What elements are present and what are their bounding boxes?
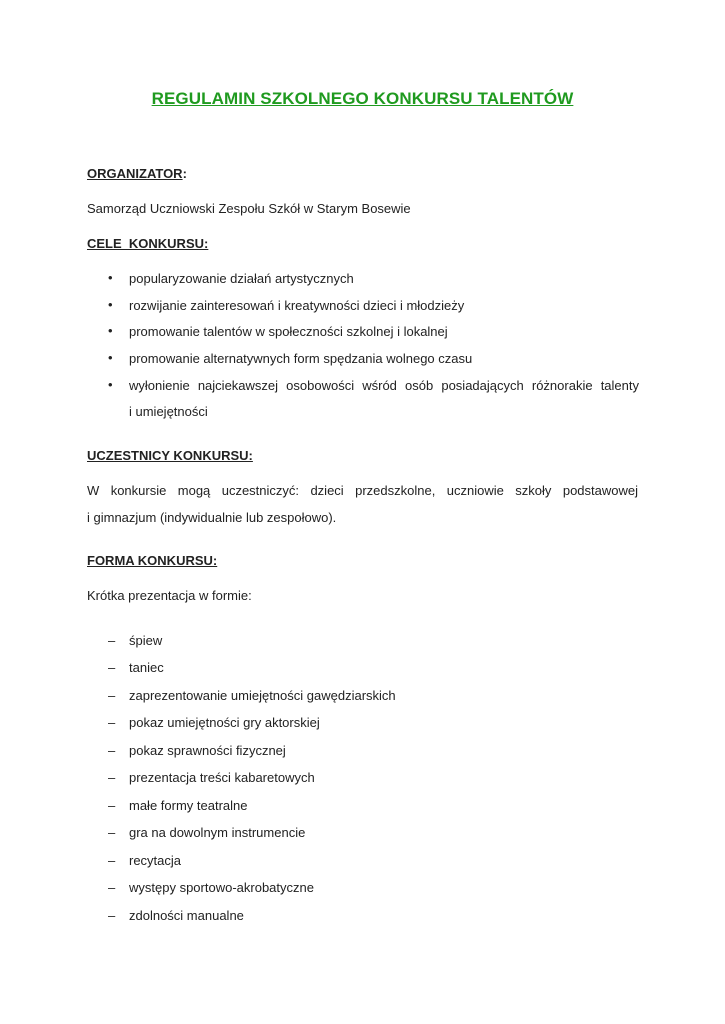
dash-icon: –	[108, 743, 116, 758]
organizator-heading-colon: :	[182, 166, 187, 181]
forma-heading: FORMA KONKURSU:	[87, 553, 218, 568]
cele-item-text: rozwijanie zainteresowań i kreatywności dzieci i młodzieży	[129, 298, 465, 313]
forma-item-text: występy sportowo-akrobatyczne	[129, 880, 314, 895]
forma-item-text: taniec	[129, 660, 164, 675]
dash-icon: –	[108, 715, 116, 730]
dash-icon: –	[108, 853, 116, 868]
cele-item-continuation: i umiejętności	[129, 404, 208, 419]
dash-icon: –	[108, 908, 116, 923]
organizator-text: Samorząd Uczniowski Zespołu Szkół w Starym Bosewie	[87, 201, 411, 216]
forma-item-text: pokaz umiejętności gry aktorskiej	[129, 715, 320, 730]
organizator-heading: ORGANIZATOR	[87, 166, 183, 181]
dash-icon: –	[108, 688, 116, 703]
forma-item-text: prezentacja treści kabaretowych	[129, 770, 315, 785]
forma-item-text: małe formy teatralne	[129, 798, 248, 813]
uczestnicy-text-line1: W konkursie mogą uczestniczyć: dzieci przedszkolne, uczniowie szkoły podstawowej	[87, 483, 638, 498]
dash-icon: –	[108, 825, 116, 840]
dash-icon: –	[108, 633, 116, 648]
forma-item-text: zdolności manualne	[129, 908, 244, 923]
bullet-icon: •	[108, 323, 113, 338]
cele-heading: CELE KONKURSU:	[87, 236, 209, 251]
forma-item-text: pokaz sprawności fizycznej	[129, 743, 286, 758]
cele-item-text: popularyzowanie działań artystycznych	[129, 271, 354, 286]
dash-icon: –	[108, 770, 116, 785]
uczestnicy-text-line2: i gimnazjum (indywidualnie lub zespołowo).	[87, 510, 337, 525]
bullet-icon: •	[108, 297, 113, 312]
bullet-icon: •	[108, 377, 113, 392]
document-title: REGULAMIN SZKOLNEGO KONKURSU TALENTÓW	[151, 89, 574, 108]
forma-item-text: śpiew	[129, 633, 163, 648]
bullet-icon: •	[108, 270, 113, 285]
forma-item-text: gra na dowolnym instrumencie	[129, 825, 306, 840]
forma-item-text: recytacja	[129, 853, 182, 868]
dash-icon: –	[108, 798, 116, 813]
forma-intro: Krótka prezentacja w formie:	[87, 588, 252, 603]
dash-icon: –	[108, 660, 116, 675]
cele-item-text: wyłonienie najciekawszej osobowości wśród osób posiadających różnorakie talenty	[129, 378, 639, 393]
uczestnicy-heading: UCZESTNICY KONKURSU:	[87, 448, 253, 463]
organizator-heading-line	[87, 166, 187, 181]
dash-icon: –	[108, 880, 116, 895]
cele-item-text: promowanie alternatywnych form spędzania wolnego czasu	[129, 351, 473, 366]
forma-item-text: zaprezentowanie umiejętności gawędziarskich	[129, 688, 396, 703]
cele-item-text: promowanie talentów w społeczności szkolnej i lokalnej	[129, 324, 448, 339]
bullet-icon: •	[108, 350, 113, 365]
